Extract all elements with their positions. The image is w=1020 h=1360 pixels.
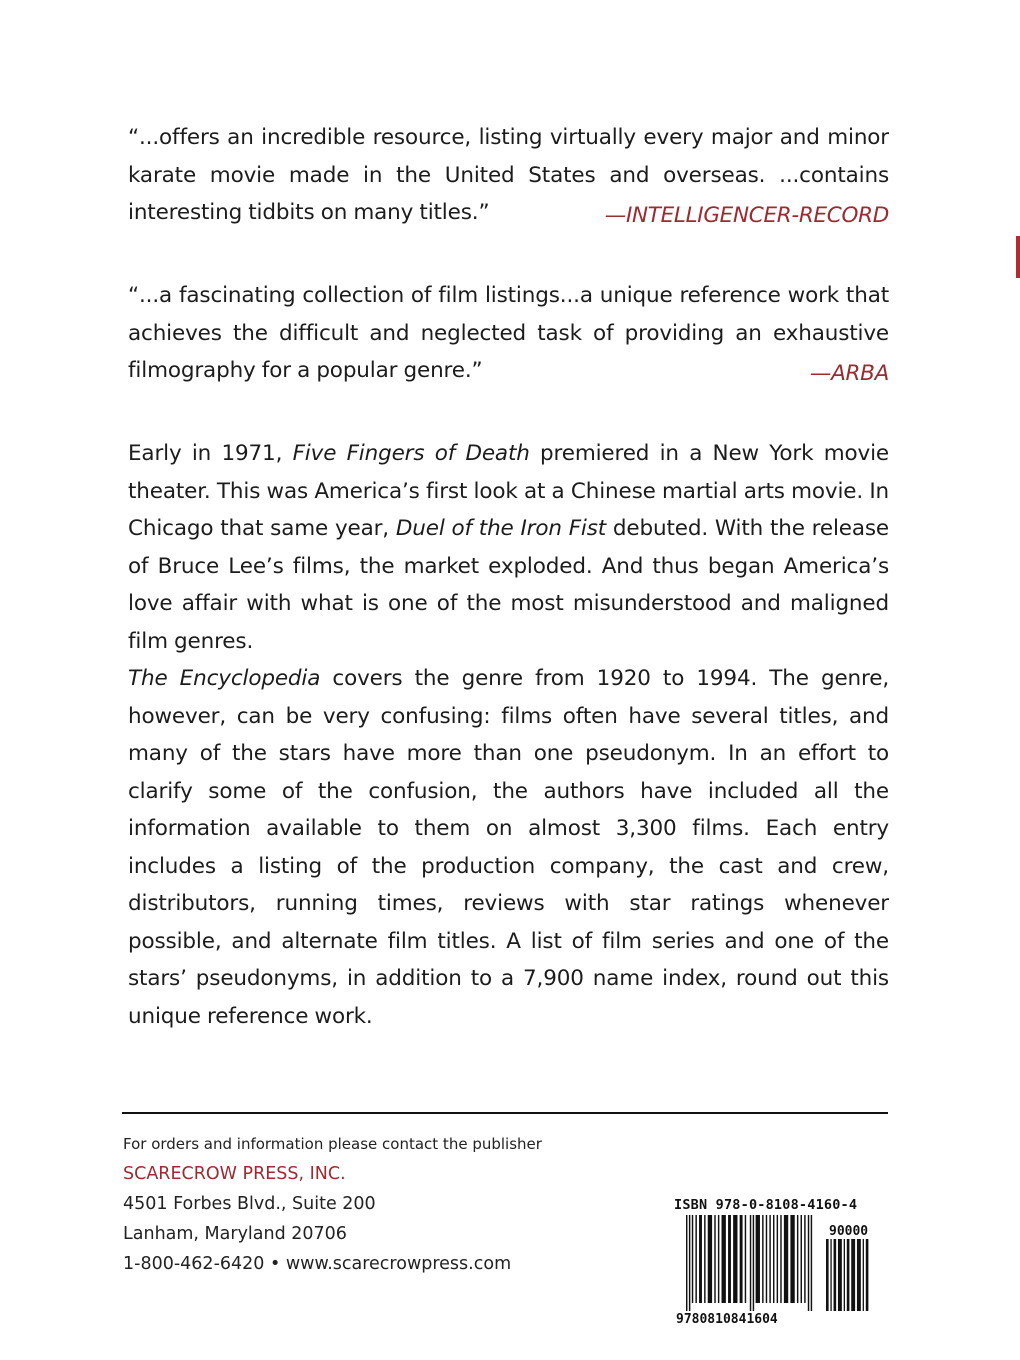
barcode-bar — [756, 1215, 760, 1303]
isbn-label: ISBN 978-0-8108-4160-4 — [674, 1197, 858, 1213]
publisher-address-line2: Lanham, Maryland 20706 — [123, 1224, 347, 1244]
barcode-bar — [801, 1215, 802, 1303]
barcode-bar — [699, 1215, 702, 1303]
film-title-duel-iron-fist: Duel of the Iron Fist — [395, 516, 607, 541]
footer-divider — [122, 1112, 888, 1114]
publisher-info — [123, 1131, 543, 1279]
book-title: The Encyclopedia — [128, 666, 321, 691]
addon-bar — [866, 1239, 869, 1311]
barcode-bar — [728, 1215, 731, 1303]
guard-bar — [750, 1215, 751, 1311]
review-1 — [128, 119, 889, 228]
desc-p1-text-a: Early in 1971, — [128, 441, 293, 466]
addon-bar — [838, 1239, 842, 1311]
barcode-bar — [708, 1215, 712, 1303]
review-2-source: —ARBA — [809, 360, 889, 386]
publisher-contact: 1-800-462-6420 • www.scarecrowpress.com — [123, 1254, 512, 1274]
desc-p1-text-c: debuted. With the release of Bruce Lee’s films, the market exploded. And thus began America’s love affair with what is one of the most misunderstood and maligned film genres. — [128, 516, 890, 654]
barcode-bar — [769, 1215, 770, 1303]
addon-bar — [844, 1239, 845, 1311]
desc-p2-text: covers the genre from 1920 to 1994. The genre, however, can be very confusing: films often have several titles, and many of the stars have more than one pseudonym. In an effort to clarify some of the confusion, the authors have included all the information available to them on almost 3,300 films. Each entry includes a listing of the production company, the cast and crew, distributors, running times, reviews with star ratings whenever possible, and alternate film titles. A list of film series and one of the stars’ pseudonyms, in addition to a 7,900 name index, round out this unique reference work. — [128, 666, 890, 1029]
ean13-bars — [686, 1215, 812, 1311]
edge-color-mark — [1016, 236, 1020, 278]
publisher-intro: For orders and information please contact the publisher — [123, 1135, 542, 1153]
barcode-bar — [790, 1215, 794, 1303]
barcode-bar — [797, 1215, 798, 1303]
addon-bar — [851, 1239, 855, 1311]
film-title-five-fingers: Five Fingers of Death — [292, 441, 530, 466]
barcode-bar — [722, 1215, 726, 1303]
publisher-address-line1: 4501 Forbes Blvd., Suite 200 — [123, 1194, 376, 1214]
barcode-main-digits: 9780810841604 — [676, 1312, 778, 1327]
publisher-name: SCARECROW PRESS, INC. — [123, 1164, 346, 1184]
barcode-bar — [780, 1215, 781, 1303]
addon-bars — [826, 1239, 868, 1311]
description-paragraph-1 — [128, 435, 889, 660]
review-2-quote: “...a fascinating collection of film listings...a unique reference work that achieves the difficult and neglected task of providing an exhaustive filmography for a popular genre.” — [128, 283, 889, 383]
barcode-bar — [740, 1215, 743, 1303]
review-1-source: —INTELLIGENCER-RECORD — [604, 202, 889, 228]
barcode-bar — [773, 1215, 774, 1303]
barcode-bar — [762, 1215, 763, 1303]
barcode-bar — [714, 1215, 715, 1303]
barcode-bar — [692, 1215, 693, 1303]
addon-bar — [863, 1239, 864, 1311]
barcode-bar — [718, 1215, 719, 1303]
guard-bar — [686, 1215, 687, 1311]
desc-p1-text-b: premiered in a New York movie theater. This was America’s first look at a Chinese martial arts movie. In Chicago that same year, — [128, 441, 890, 541]
addon-bar — [857, 1239, 861, 1311]
addon-bar — [826, 1239, 829, 1311]
addon-bar — [834, 1239, 837, 1311]
barcode-bar — [766, 1215, 767, 1303]
barcode-bar — [704, 1215, 705, 1303]
addon-bar — [847, 1239, 850, 1311]
review-2 — [128, 277, 889, 386]
guard-bar — [811, 1215, 812, 1311]
barcode-bar — [784, 1215, 788, 1303]
barcode-bar — [695, 1215, 696, 1303]
guard-bar — [689, 1215, 690, 1311]
guard-bar — [753, 1215, 754, 1311]
description-paragraph-2 — [128, 660, 889, 1035]
isbn-barcode — [674, 1195, 888, 1325]
guard-bar — [808, 1215, 809, 1311]
addon-bar — [830, 1239, 831, 1311]
barcode-addon-digits: 90000 — [829, 1224, 869, 1239]
barcode-bar — [804, 1215, 805, 1303]
barcode-bar — [745, 1215, 746, 1303]
review-1-quote: “...offers an incredible resource, listing virtually every major and minor karate movie made in the United States and overseas. ...contains interesting tidbits on many titles.” — [128, 125, 889, 225]
barcode-graphic — [674, 1215, 888, 1327]
barcode-bar — [733, 1215, 737, 1303]
barcode-bar — [777, 1215, 778, 1303]
